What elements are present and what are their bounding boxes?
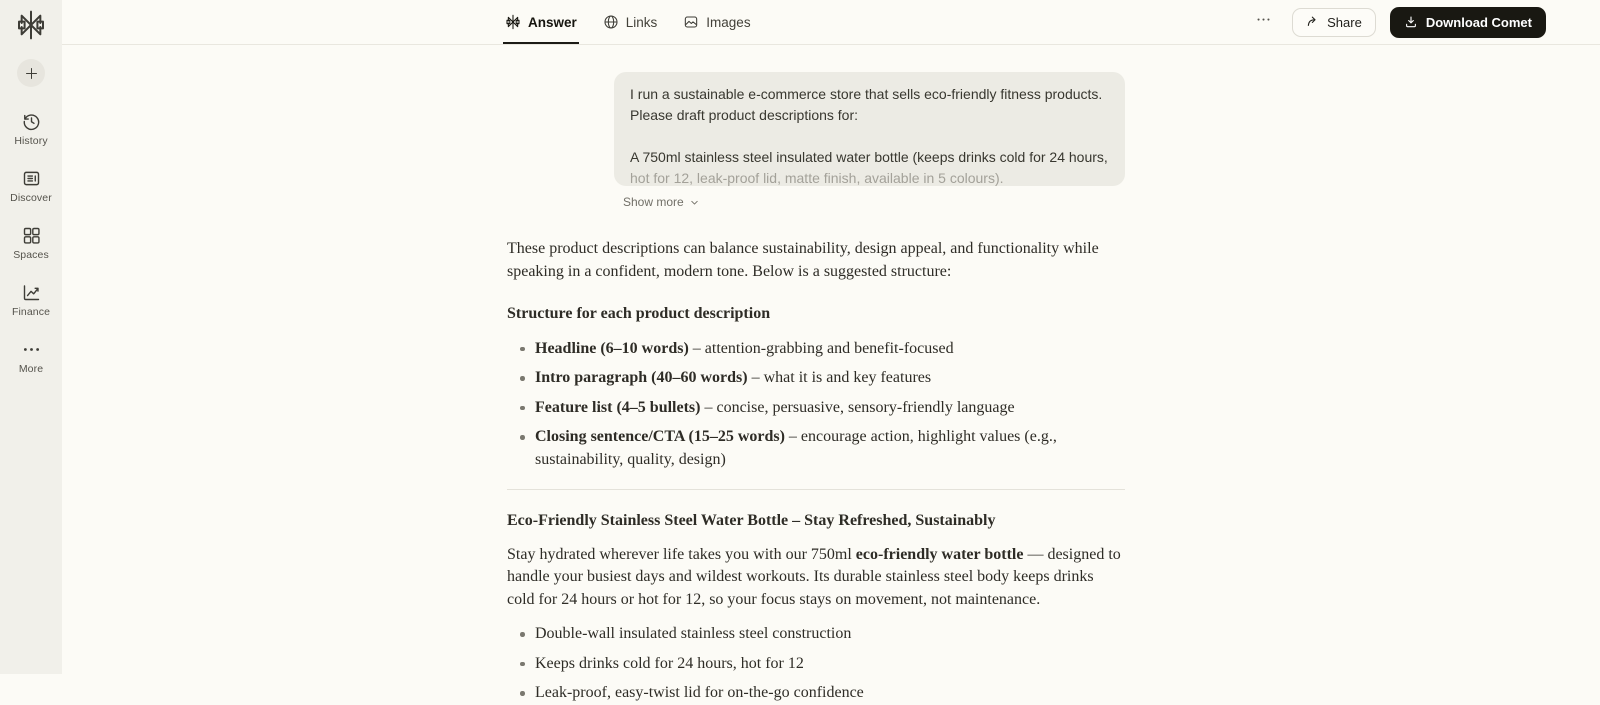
tab-label: Links — [625, 14, 658, 30]
chevron-down-icon — [689, 197, 700, 208]
query-paragraph: A 750ml stainless steel insulated water bottle (keeps drinks cold for 24 hours, — [630, 149, 1108, 165]
sidebar-nav — [0, 107, 62, 379]
more-options-button[interactable] — [1249, 7, 1278, 37]
bullet-item: Double-wall insulated stainless steel construction — [507, 623, 1125, 646]
sidebar — [0, 0, 62, 674]
bullet-item: Closing sentence/CTA (15–25 words) – encourage action, highlight values (e.g., sustainability, quality, design) — [507, 426, 1125, 471]
answer-icon — [505, 14, 521, 30]
grid-icon — [21, 225, 42, 246]
tab-label: Answer — [528, 14, 577, 30]
bullet-item: Feature list (4–5 bullets) – concise, persuasive, sensory-friendly language — [507, 397, 1125, 420]
sidebar-item-history[interactable] — [0, 107, 62, 151]
answer-body — [507, 238, 1125, 705]
bullet-list — [507, 338, 1125, 472]
tab-links[interactable] — [603, 0, 658, 44]
bullet-item: Headline (6–10 words) – attention-grabbing and benefit-focused — [507, 338, 1125, 361]
answer-paragraph: Stay hydrated wherever life takes you with our 750ml eco-friendly water bottle — designed to handle your busiest days and wildest workouts. Its durable stainless steel body keeps drinks cold for 24 hours or hot for 12, so your focus stays on movement, not maintenance. — [507, 545, 1121, 608]
show-more-label: Show more — [623, 195, 684, 209]
tab-label: Images — [706, 14, 751, 30]
user-query-bubble — [614, 72, 1125, 186]
share-button[interactable] — [1292, 8, 1376, 37]
share-label: Share — [1327, 14, 1362, 30]
bullet-item: Leak-proof, easy-twist lid for on-the-go confidence — [507, 682, 1125, 705]
ellipsis-icon — [21, 339, 42, 360]
new-thread-button[interactable] — [17, 59, 45, 87]
sidebar-item-more[interactable] — [0, 335, 62, 379]
perplexity-logo-icon[interactable] — [14, 8, 48, 42]
bullet-item: Keeps drinks cold for 24 hours, hot for 12 — [507, 653, 1125, 676]
sidebar-item-label: Spaces — [13, 249, 49, 261]
sidebar-item-label: Discover — [10, 192, 52, 204]
main-content — [62, 45, 1600, 701]
section-divider — [507, 489, 1125, 490]
history-icon — [21, 111, 42, 132]
newspaper-icon — [21, 168, 42, 189]
image-icon — [683, 14, 699, 30]
line-chart-icon — [21, 282, 42, 303]
download-label: Download Comet — [1425, 14, 1532, 30]
sidebar-item-spaces[interactable] — [0, 221, 62, 265]
sidebar-item-finance[interactable] — [0, 278, 62, 322]
sidebar-item-label: History — [14, 135, 48, 147]
header-actions — [1249, 7, 1600, 38]
tab-images[interactable] — [683, 0, 750, 44]
answer-paragraph: These product descriptions can balance sustainability, design appeal, and functionality while speaking in a confident, modern tone. Below is a suggested structure: — [507, 240, 1099, 280]
answer-heading: Structure for each product description — [507, 305, 771, 322]
plus-icon — [24, 66, 39, 81]
answer-heading: Eco-Friendly Stainless Steel Water Bottle – Stay Refreshed, Sustainably — [507, 512, 996, 529]
sidebar-item-label: More — [18, 363, 44, 375]
sidebar-item-discover[interactable] — [0, 164, 62, 208]
bullet-item: Intro paragraph (40–60 words) – what it is and key features — [507, 367, 1125, 390]
download-comet-button[interactable] — [1390, 7, 1546, 38]
ellipsis-icon — [1255, 11, 1272, 28]
bullet-list — [507, 623, 1125, 705]
sidebar-item-label: Finance — [11, 306, 51, 318]
top-bar — [62, 0, 1600, 45]
download-icon — [1404, 15, 1418, 29]
query-paragraph-faded: hot for 12, leak-proof lid, matte finish, available in 5 colours). — [630, 170, 1004, 186]
tab-answer[interactable] — [505, 0, 577, 44]
show-more-button[interactable] — [614, 195, 1125, 209]
share-icon — [1306, 15, 1320, 29]
user-query — [507, 72, 1125, 209]
query-paragraph: I run a sustainable e-commerce store that sells eco-friendly fitness products. Please draft product descriptions for: — [630, 86, 1103, 123]
result-tabs — [505, 0, 751, 44]
globe-icon — [603, 14, 619, 30]
